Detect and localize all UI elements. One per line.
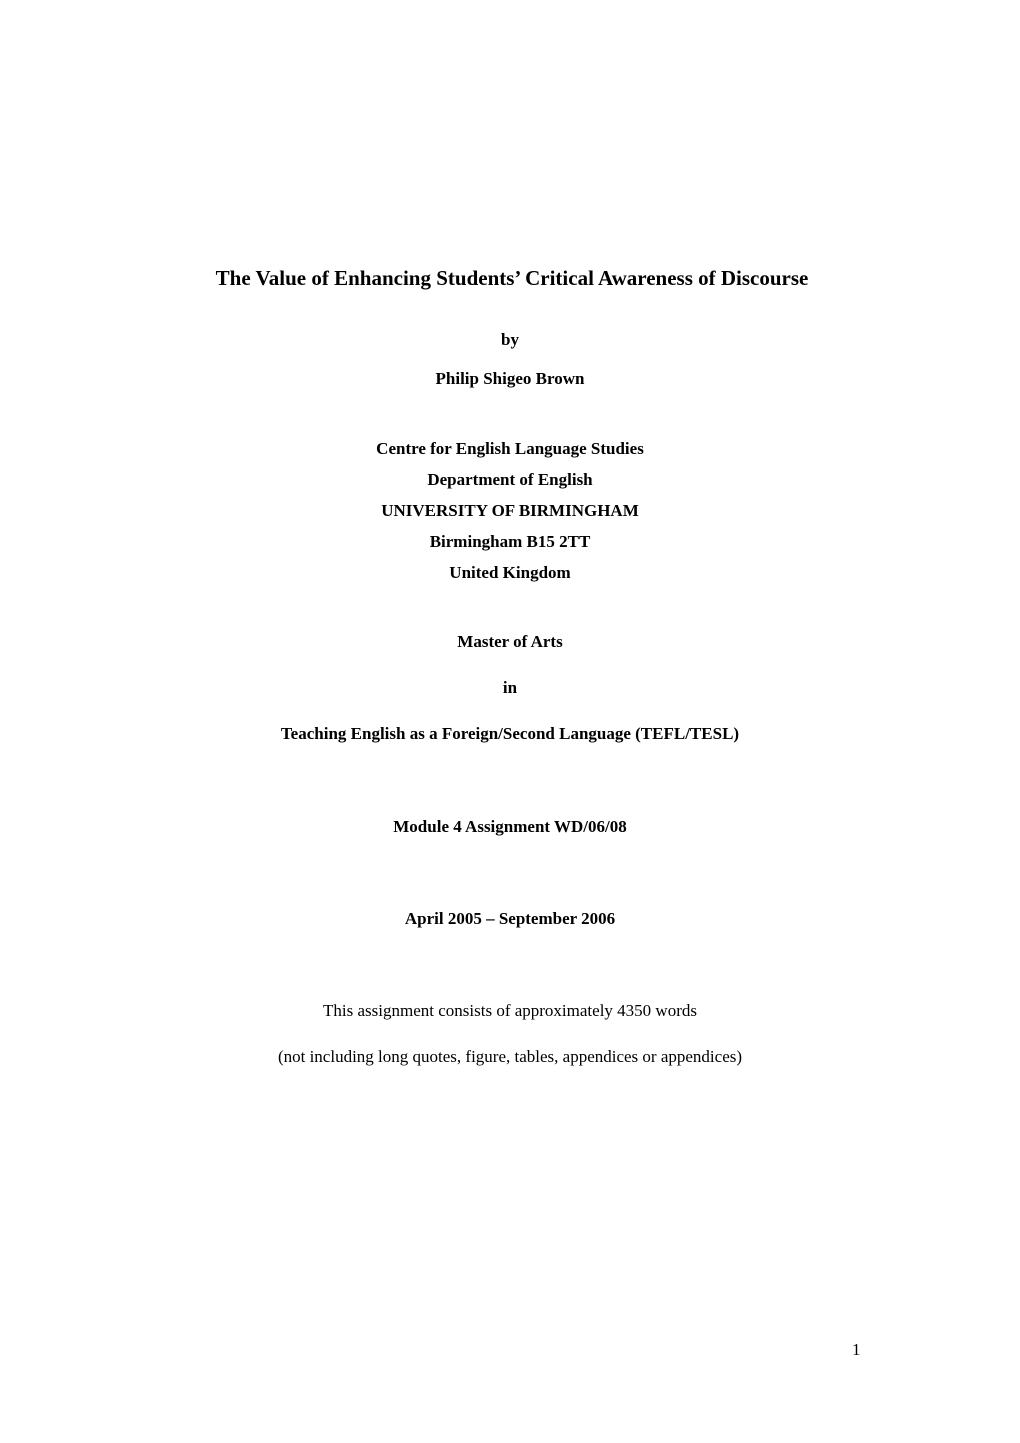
study-period: April 2005 – September 2006	[404, 909, 616, 928]
author-name: Philip Shigeo Brown	[435, 369, 585, 388]
in-label: in	[502, 678, 518, 697]
page-number: 1	[852, 1340, 861, 1359]
degree-name: Master of Arts	[457, 632, 563, 651]
programme-name: Teaching English as a Foreign/Second Language (TEFL/TESL)	[280, 724, 740, 743]
university-name: UNIVERSITY OF BIRMINGHAM	[381, 501, 639, 520]
country-name: United Kingdom	[449, 563, 571, 582]
module-assignment: Module 4 Assignment WD/06/08	[393, 817, 627, 836]
centre-name: Centre for English Language Studies	[376, 439, 644, 458]
word-count-note: This assignment consists of approximately 4350 words	[323, 1001, 697, 1020]
exclusion-note: (not including long quotes, figure, tables, appendices or appendices)	[277, 1047, 743, 1066]
department-name: Department of English	[427, 470, 593, 489]
by-label: by	[501, 330, 519, 349]
document-title: The Value of Enhancing Students’ Critical Awareness of Discourse	[215, 266, 809, 290]
city-postcode: Birmingham B15 2TT	[429, 532, 591, 551]
